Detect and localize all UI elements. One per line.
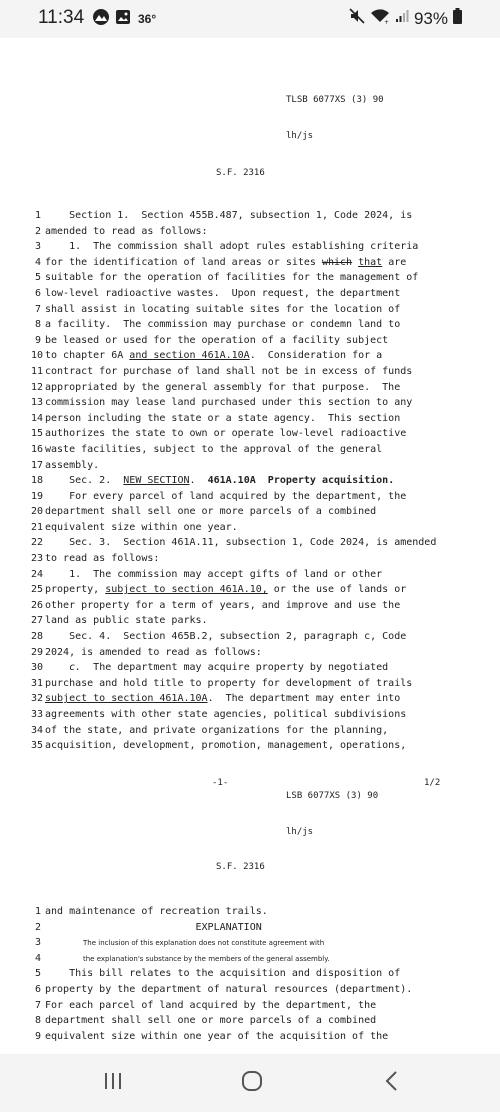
line-number: 25	[31, 584, 44, 596]
line-segment: For every parcel of land acquired by the department, the	[45, 490, 407, 502]
line-number: 11	[31, 365, 44, 377]
recent-apps-icon	[102, 1071, 124, 1096]
line-segment: to chapter 6A	[45, 350, 130, 362]
line-number: 20	[31, 506, 44, 518]
document-line	[31, 1013, 451, 1029]
page1-body	[31, 208, 451, 754]
line-segment: land as public state parks.	[45, 615, 208, 627]
battery-percent: 93%	[413, 8, 448, 28]
line-text	[45, 660, 388, 676]
line-number: 34	[31, 724, 44, 736]
line-number: 15	[31, 428, 44, 440]
back-icon	[384, 1070, 400, 1097]
line-text	[45, 302, 400, 318]
line-segment: a facility. The commission may purchase or condemn land to	[45, 319, 401, 331]
line-number: 6	[34, 983, 41, 995]
line-segment: NEW SECTION	[123, 475, 190, 487]
home-button[interactable]	[232, 1068, 272, 1098]
document-line	[31, 660, 451, 676]
line-segment: 2024, is amended to read as follows:	[45, 646, 262, 658]
line-number: 23	[31, 553, 44, 565]
image-icon	[115, 9, 131, 30]
status-temperature: 36°	[138, 12, 157, 26]
line-segment: c.	[69, 662, 82, 674]
line-segment: 461A.10A Property acquisition.	[207, 475, 395, 487]
line-text	[45, 380, 400, 396]
line-segment: shall assist in locating suitable sites for the location of	[45, 303, 401, 315]
line-segment: and maintenance of recreation trails.	[45, 906, 268, 917]
document-line	[31, 348, 451, 364]
document-line	[31, 676, 451, 692]
line-text	[45, 364, 412, 380]
document-line	[31, 567, 451, 583]
document-line	[31, 551, 451, 567]
line-number: 17	[31, 459, 44, 471]
line-number: 27	[31, 615, 44, 627]
home-icon	[240, 1070, 264, 1097]
line-number: 8	[34, 1015, 41, 1027]
document-view[interactable]	[0, 38, 500, 1054]
line-text	[45, 1029, 388, 1045]
page1-header	[286, 70, 384, 166]
line-number: 12	[31, 381, 44, 393]
document-line	[31, 966, 451, 982]
wifi-icon	[370, 8, 390, 29]
battery-icon	[453, 8, 462, 29]
status-time: 11:34	[38, 7, 85, 28]
line-text	[45, 691, 400, 707]
line-segment: . The department may enter into	[207, 693, 401, 705]
page1-footer	[286, 766, 378, 862]
line-text	[45, 723, 388, 739]
line-number: 13	[31, 397, 44, 409]
page1-footer-page: -1-	[212, 778, 229, 788]
document-line	[31, 489, 451, 505]
line-segment: EXPLANATION	[45, 921, 262, 933]
line-number: 18	[31, 475, 44, 487]
line-segment: waste facilities, subject to the approval of the general	[45, 443, 383, 455]
line-text	[45, 504, 376, 520]
line-number: 35	[31, 740, 44, 752]
line-text	[45, 520, 238, 536]
line-segment: agreements with other state agencies, political subdivisions	[45, 709, 407, 720]
line-segment: for the identification of land areas or sites	[45, 256, 322, 268]
line-segment: appropriated by the general assembly for that purpose. The	[45, 381, 401, 393]
line-segment	[45, 662, 69, 673]
line-segment: This bill relates to the acquisition and disposition of	[45, 968, 401, 980]
line-text	[45, 582, 406, 598]
line-segment: For each parcel of land acquired by the department, the	[45, 999, 377, 1011]
document-line	[31, 535, 451, 551]
line-number: 22	[31, 537, 44, 549]
line-segment: authorizes the state to own or operate low-level radioactive	[45, 428, 407, 440]
navigation-bar	[0, 1054, 500, 1112]
line-text	[45, 676, 412, 692]
document-line	[31, 286, 451, 302]
line-text	[45, 904, 268, 920]
line-segment: property,	[45, 584, 106, 596]
line-segment: are	[382, 256, 407, 268]
line-number: 8	[34, 319, 41, 331]
document-line	[31, 302, 451, 318]
explanation-note: the explanation's substance by the members of the general assembly.	[83, 954, 330, 963]
document-line	[31, 411, 451, 427]
document-line	[31, 458, 451, 474]
line-segment: Sec. 3. Section 461A.11, subsection 1, Code 2024, is amended	[45, 537, 437, 549]
recent-apps-button[interactable]	[93, 1068, 133, 1098]
line-number: 5	[34, 968, 41, 980]
line-text	[45, 270, 418, 286]
line-segment: purchase and hold title to property for development of trails	[45, 677, 413, 689]
line-text	[45, 395, 412, 411]
line-text	[45, 535, 436, 551]
line-text	[45, 489, 406, 505]
document-line	[31, 598, 451, 614]
document-line	[31, 998, 451, 1014]
weather-icon	[92, 8, 110, 31]
mute-icon	[349, 8, 365, 29]
line-text	[45, 473, 394, 489]
line-text	[45, 707, 406, 723]
line-segment: to read as follows:	[45, 553, 160, 565]
line-segment: amended to read as follows:	[45, 225, 208, 237]
line-number: 9	[34, 334, 41, 346]
line-segment: Sec. 2.	[45, 475, 124, 487]
line-segment: department shall sell one or more parcels of a combined	[45, 506, 377, 518]
line-segment: that	[358, 256, 383, 268]
line-text	[45, 551, 159, 567]
status-bar	[0, 0, 500, 38]
line-text	[45, 411, 400, 427]
document-line	[31, 442, 451, 458]
line-text	[45, 982, 412, 998]
document-line	[31, 738, 451, 754]
line-number: 4	[34, 256, 41, 268]
line-number: 2	[34, 921, 41, 933]
line-number: 21	[31, 521, 44, 533]
line-text	[45, 239, 418, 255]
line-number: 5	[34, 272, 41, 284]
line-segment: be leased or used for the operation of a facility subject	[45, 334, 389, 346]
document-line	[31, 582, 451, 598]
explanation-note: The inclusion of this explanation does not constitute agreement with	[83, 939, 325, 948]
line-number: 10	[31, 350, 44, 362]
back-button[interactable]	[372, 1068, 412, 1098]
line-number: 14	[31, 412, 44, 424]
line-text	[45, 1013, 376, 1029]
line-segment: or the use of lands or	[267, 584, 407, 596]
page2-body	[31, 904, 451, 1044]
document-line	[31, 691, 451, 707]
line-number: 28	[31, 631, 44, 643]
document-line	[31, 982, 451, 998]
document-line	[31, 629, 451, 645]
line-segment: 1. The commission may accept gifts of land or other	[45, 568, 383, 580]
line-number: 3	[34, 241, 41, 253]
line-segment: and section 461A.10A	[129, 350, 250, 362]
line-segment: which	[321, 256, 353, 268]
document-line	[31, 317, 451, 333]
line-text	[45, 629, 406, 645]
line-text	[45, 348, 382, 364]
line-number: 1	[34, 210, 41, 221]
line-number: 32	[31, 693, 44, 705]
line-segment: suitable for the operation of facilities for the management of	[45, 272, 419, 284]
line-segment: assembly.	[45, 459, 100, 471]
line-number: 9	[34, 1030, 41, 1042]
line-number: 24	[31, 568, 44, 580]
line-segment: . Consideration for a	[249, 350, 383, 362]
signal-icon	[395, 9, 409, 28]
document-line	[31, 395, 451, 411]
document-line	[31, 364, 451, 380]
line-segment: contract for purchase of land shall not be in excess of funds	[45, 365, 413, 377]
line-number: 33	[31, 709, 44, 720]
line-segment: of the state, and private organizations for the planning,	[45, 724, 389, 736]
line-text	[45, 208, 412, 224]
line-segment: Sec. 4. Section 465B.2, subsection 2, paragraph c, Code	[45, 631, 407, 643]
line-segment: 1. The commission shall adopt rules establishing criteria	[45, 241, 419, 253]
line-number: 19	[31, 490, 44, 502]
page1-footer-line: lh/js	[286, 827, 314, 837]
document-line	[31, 333, 451, 349]
line-text	[45, 286, 400, 302]
document-line	[31, 270, 451, 286]
page1-header-line: lh/js	[286, 131, 314, 141]
document-line	[31, 723, 451, 739]
line-text	[45, 920, 262, 936]
line-number: 3	[34, 937, 41, 949]
line-text	[45, 645, 262, 661]
line-segment: department shall sell one or more parcels of a combined	[45, 1015, 377, 1027]
line-segment: Section 1. Section 455B.487, subsection 1, Code 2024, is	[45, 210, 413, 221]
svg-text:+: +	[383, 19, 389, 24]
line-number: 31	[31, 677, 44, 689]
page1-page-count: 1/2	[424, 778, 441, 788]
line-text	[45, 613, 208, 629]
line-segment: person including the state or a state agency. This section	[45, 412, 401, 424]
page1-bill-title: S.F. 2316	[216, 168, 265, 178]
document-line	[31, 613, 451, 629]
line-segment: .	[189, 475, 208, 487]
line-text	[45, 738, 406, 754]
document-line	[31, 951, 451, 967]
status-left-icons	[92, 9, 156, 29]
document-line	[31, 935, 451, 951]
page1-footer-line: LSB 6077XS (3) 90	[286, 791, 379, 801]
line-text	[45, 442, 382, 458]
line-number: 16	[31, 443, 44, 455]
line-segment: equivalent size within one year of the acquisition of the	[45, 1030, 389, 1042]
status-right-icons	[349, 8, 462, 29]
line-segment: commission may lease land purchased under this section to any	[45, 397, 413, 409]
line-number: 2	[34, 225, 41, 237]
line-segment: other property for a term of years, and improve and use the	[45, 599, 401, 611]
line-segment: equivalent size within one year.	[45, 521, 238, 533]
line-segment: acquisition, development, promotion, management, operations,	[45, 740, 407, 752]
document-line	[31, 707, 451, 723]
line-number: 1	[34, 906, 41, 917]
line-text	[45, 998, 376, 1014]
line-number: 30	[31, 662, 44, 674]
document-line	[31, 1029, 451, 1045]
line-text	[45, 567, 382, 583]
document-line	[31, 520, 451, 536]
document-line	[31, 920, 451, 936]
document-line	[31, 224, 451, 240]
line-segment: The department may acquire property by negotiated	[81, 662, 389, 674]
document-line	[31, 904, 451, 920]
document-line	[31, 208, 451, 224]
document-line	[31, 426, 451, 442]
line-text	[45, 426, 406, 442]
page1-header-line: TLSB 6077XS (3) 90	[286, 95, 384, 105]
line-number: 29	[31, 646, 44, 658]
document-line	[31, 473, 451, 489]
line-text	[45, 458, 99, 474]
line-number: 7	[34, 999, 41, 1011]
document-line	[31, 645, 451, 661]
line-number: 6	[34, 287, 41, 299]
line-text	[45, 224, 208, 240]
line-text	[45, 598, 400, 614]
line-text	[45, 333, 388, 349]
document-line	[31, 504, 451, 520]
line-text	[45, 935, 324, 952]
line-text	[45, 966, 400, 982]
line-segment: property by the department of natural resources (department).	[45, 983, 413, 995]
line-segment: subject to section 461A.10A	[45, 693, 208, 705]
line-text	[45, 255, 406, 271]
line-number: 7	[34, 303, 41, 315]
line-number: 4	[34, 952, 41, 964]
line-segment: low-level radioactive wastes. Upon request, the department	[45, 287, 401, 299]
line-text	[45, 951, 330, 968]
line-segment: subject to section 461A.10,	[105, 584, 268, 596]
document-line	[31, 380, 451, 396]
line-text	[45, 317, 400, 333]
document-line	[31, 255, 451, 271]
page2-bill-title: S.F. 2316	[216, 862, 265, 872]
line-number: 26	[31, 599, 44, 611]
document-line	[31, 239, 451, 255]
